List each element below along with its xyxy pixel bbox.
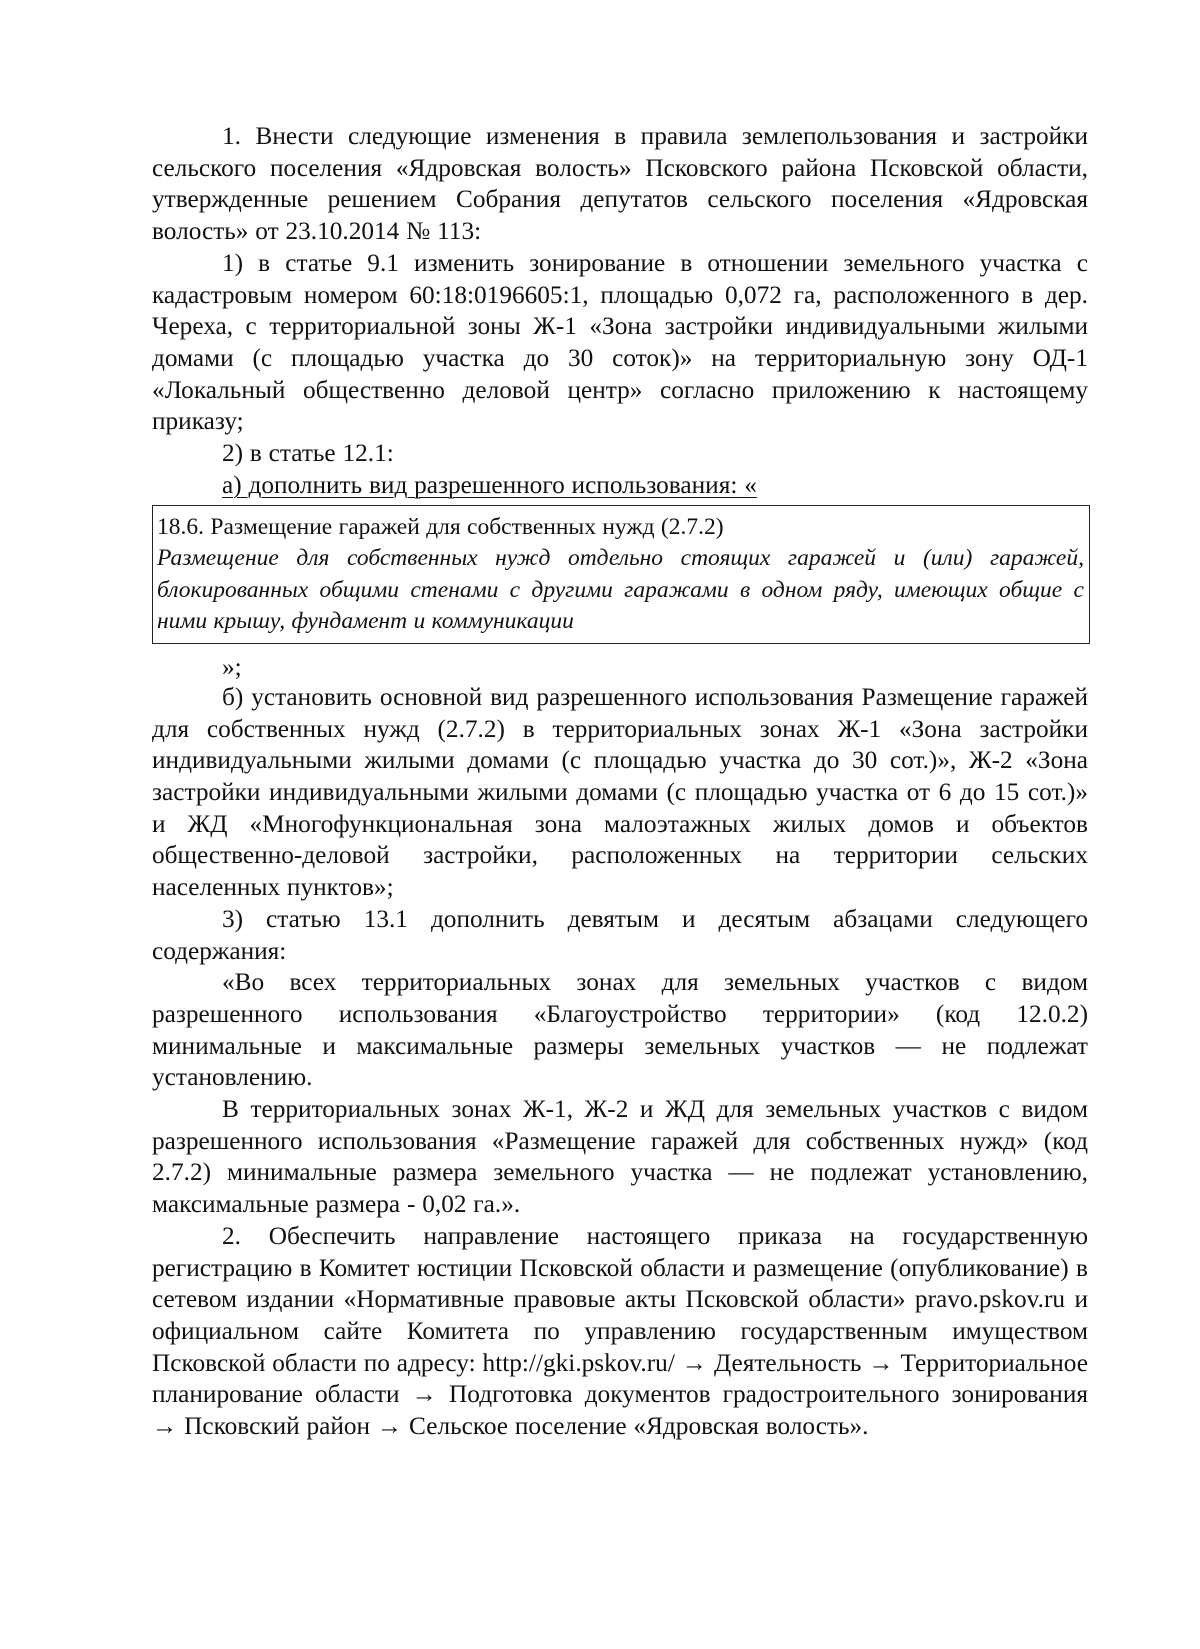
box-description: Размещение для собственных нужд отдельно стоящих гаражей и (или) гаражей, блокированных общими стенами с другими гаражами в одном ряду, имеющих общие с ними крышу, фундамент и коммуникации [157,545,1084,635]
paragraph-item-1-2b: б) установить основной вид разрешенного использования Размещение гаражей для собственных нужд (2.7.2) в территориальных зонах Ж-1 «Зона застройки индивидуальными жилыми домами (с площадью участка до 30 сот.)», Ж-2 «Зона застройки индивидуальными жилыми домами (с площадью участка от 6 до 15 сот.)» и ЖД «Многофункциональная зона малоэтажных жилых домов и объектов общественно-деловой застройки, расположенных на территории сельских населенных пунктов»; [152,682,1088,902]
document-page [152,121,1088,1443]
box-closing-quote: »; [222,652,242,681]
paragraph-item-1-2a: а) дополнить вид разрешенного использования: « [222,470,757,499]
inserted-permitted-use-box [152,505,1090,644]
paragraph-item-1-1: 1) в статье 9.1 изменить зонирование в отношении земельного участка с кадастровым номером 60:18:0196605:1, площадью 0,072 га, расположенного в дер. Череха, с территориальной зоны Ж-1 «Зона застройки индивидуальными жилыми домами (с площадью участка до 30 соток)» на территориальную зону ОД-1 «Локальный общественно деловой центр» согласно приложению к настоящему приказу; [152,248,1088,436]
paragraph-quote-2: В территориальных зонах Ж-1, Ж-2 и ЖД для земельных участков с видом разрешенного использования «Размещение гаражей для собственных нужд» (код 2.7.2) минимальные размера земельного участка — не подлежат установлению, максимальные размера - 0,02 га.». [152,1095,1088,1219]
box-title: 18.6. Размещение гаражей для собственных нужд (2.7.2) [157,514,724,541]
paragraph-quote-1: «Во всех территориальных зонах для земельных участков с видом разрешенного использования «Благоустройство территории» (код 12.0.2) минимальные и максимальные размеры земельных участков — не подлежат установлению. [152,968,1088,1092]
paragraph-item-1-3: 3) статью 13.1 дополнить девятым и десятым абзацами следующего содержания: [152,904,1088,965]
paragraph-item-1-2: 2) в статье 12.1: [222,439,394,468]
paragraph-item-1: 1. Внести следующие изменения в правила землепользования и застройки сельского поселения «Ядровская волость» Псковского района Псковской области, утвержденные решением Собрания депутатов сельского поселения «Ядровская волость» от 23.10.2014 № 113: [152,122,1088,246]
paragraph-item-2: 2. Обеспечить направление настоящего приказа на государственную регистрацию в Комитет юстиции Псковской области и размещение (опубликование) в сетевом издании «Нормативные правовые акты Псковской области» pravo.pskov.ru и официальном сайте Комитета по управлению государственным имуществом Псковской области по адресу: http://gki.pskov.ru/ → Деятельность → Территориальное планирование области → Подготовка документов градостроительного зонирования → Псковский район → Сельское поселение «Ядровская волость». [152,1221,1088,1441]
